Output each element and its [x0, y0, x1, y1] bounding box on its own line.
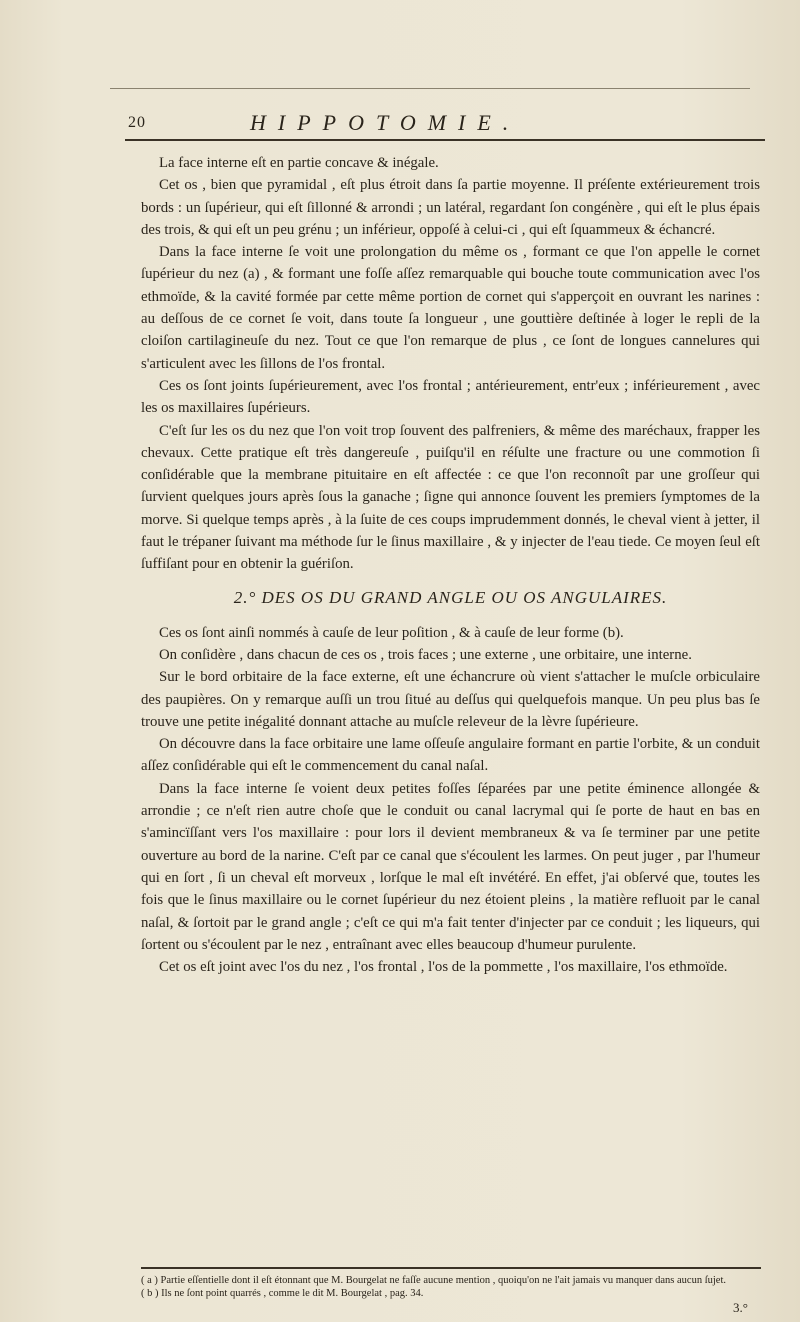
header-rule — [125, 139, 765, 141]
paragraph: Sur le bord orbitaire de la face externe, eſt une échancrure où vient s'attacher le muſcle orbiculaire des paupières. On y remarque auſſi un trou ſitué au deſſus qui quelquefois manque. Un peu plus bas ſe trouve une petite inégalité donnant attache au muſcle releveur de la lèvre ſupérieure. — [141, 669, 760, 730]
running-title: HIPPOTOMIE. — [250, 110, 521, 135]
page-number: 20 — [128, 114, 146, 131]
paragraph: On découvre dans la face orbitaire une lame oſſeuſe angulaire formant en partie l'orbite, & un conduit aſſez conſidérable qui eſt le commencement du canal naſal. — [141, 736, 760, 775]
footnote-rule — [141, 1267, 761, 1269]
main-text — [141, 152, 760, 978]
paragraph: Ces os ſont ainſi nommés à cauſe de leur poſition , & à cauſe de leur forme (b). — [159, 624, 624, 641]
footnotes — [141, 1274, 761, 1300]
paragraph: Ces os ſont joints ſupérieurement, avec l'os frontal ; antérieurement, entr'eux ; inférieurement , avec les os maxillaires ſupérieurs. — [141, 377, 760, 417]
paragraph: C'eſt ſur les os du nez que l'on voit trop ſouvent des palfreniers, & même des maréchaux, frapper les chevaux. Cette pratique eſt très dangereuſe , puiſqu'il en réſulte une fracture ou une commotion ſi conſidérable que la membrane pituitaire en eſt affectée : ce que l'on reconnoît par une groſſeur qui ſurvient quelques jours après ſous la ganache ; ſigne qui annonce ſouvent les premiers ſymptomes de la morve. Si quelque temps après , à la ſuite de ces coups imprudemment donnés, le cheval vient à jetter, il faut le trépaner ſuivant ma méthode ſur le ſinus maxillaire , & y injecter de l'eau tiede. Ce moyen ſeul eſt ſuffiſant pour en obtenir la guériſon. — [141, 422, 760, 573]
paragraph: On conſidère , dans chacun de ces os , trois faces ; une externe , une orbitaire, une interne. — [159, 646, 692, 663]
paragraph: Cet os , bien que pyramidal , eſt plus étroit dans ſa partie moyenne. Il préſente extérieurement trois bords : un ſupérieur, qui eſt ſillonné & arrondi ; un latéral, regardant ſon congénère , qui eſt le plus épais des trois, & qui eſt un peu grénu ; un inférieur, oppoſé à celui-ci , qui eſt ſquammeux & échancré. — [141, 177, 760, 238]
catchword: 3.° — [733, 1300, 748, 1315]
footnote-b: ( b ) Ils ne ſont point quarrés , comme le dit M. Bourgelat , pag. 34. — [141, 1288, 424, 1299]
top-rule — [110, 88, 750, 89]
paragraph: Dans la face interne ſe voient deux petites foſſes ſéparées par une petite éminence allongée & arrondie ; ce n'eſt rien autre choſe que le conduit ou canal lacrymal qui ſe porte de haut en bas en s'amincïſſant vers l'os maxillaire : pour lors il devient membraneux & va ſe terminer par une petite ouverture au bord de la narine. C'eſt par ce canal que s'écoulent les larmes. On peut juger , par l'humeur qui en ſort , ſi un cheval eſt morveux , lorſque le mal eſt invétéré. En effet, j'ai obſervé que, toutes les fois que le ſinus maxillaire ou le cornet ſupérieur du nez étoient pleins , la matière refluoit par le canal naſal, & ſortoit par le grand angle ; c'eſt ce qui m'a fait tenter d'injecter par ce conduit ; les liqueurs, qui ſortent ou s'écoulent par le nez , entraînant avec elles beaucoup d'humeur purulente. — [141, 780, 760, 953]
section-heading: 2.° DES OS DU GRAND ANGLE OU OS ANGULAIRES. — [233, 587, 668, 607]
paragraph: Dans la face interne ſe voit une prolongation du même os , formant ce que l'on appelle le cornet ſupérieur du nez (a) , & formant une foſſe aſſez remarquable qui bouche toute communication avec l'os ethmoïde, & la cavité formée par cette même portion de cornet qui s'apperçoit en ouvrant les narines : au deſſous de ce cornet ſe voit, dans toute ſa longueur , une gouttière deſtinée à loger le repli de la cloiſon cartilagineuſe du nez. Tout ce que l'on remarque de plus , ce ſont de longues cannelures qui s'articulent avec les ſillons de l'os frontal. — [141, 244, 760, 372]
paragraph: La face interne eſt en partie concave & inégale. — [159, 155, 439, 171]
footnote-a: ( a ) Partie eſſentielle dont il eſt étonnant que M. Bourgelat ne faſſe aucune mention , quoiqu'on ne l'ait jamais vu manquer dans aucun ſujet. — [141, 1275, 727, 1286]
paragraph: Cet os eſt joint avec l'os du nez , l'os frontal , l'os de la pommette , l'os maxillaire, l'os ethmoïde. — [159, 959, 728, 976]
